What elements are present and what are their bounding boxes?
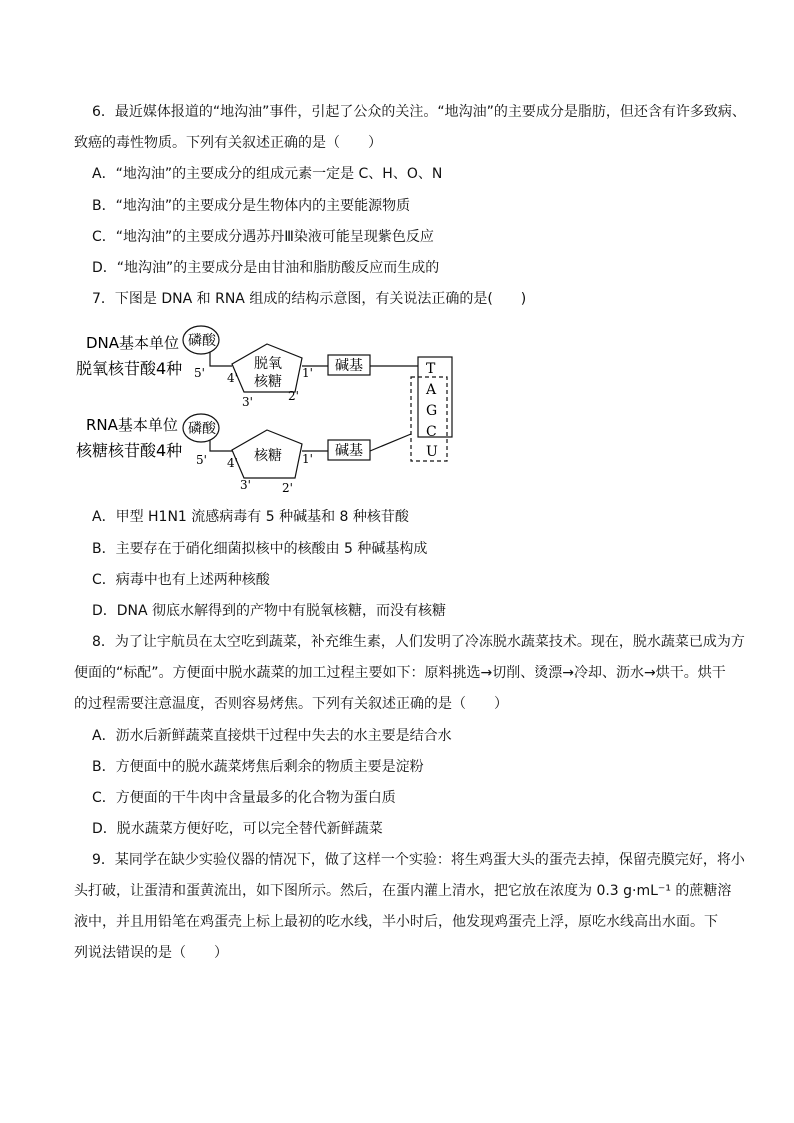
rna-label-2: 核糖核苷酸4种 [76, 441, 183, 460]
q6-stem-line-1: 6．最近媒体报道的“地沟油”事件，引起了公众的关注。“地沟油”的主要成分是脂肪，但还含有许多致病、 [92, 104, 746, 120]
q9-stem-line-3: 液中，并且用铅笔在鸡蛋壳上标上最初的吃水线，半小时后，他发现鸡蛋壳上浮，原吃水线高出水面。下 [74, 914, 718, 930]
q8-stem-line-1: 8．为了让宇航员在太空吃到蔬菜，补充维生素，人们发明了冷冻脱水蔬菜技术。现在，脱水蔬菜已成为方 [92, 634, 745, 650]
dna-p5: 5' [194, 366, 205, 380]
q6-option-d: D．“地沟油”的主要成分是由甘油和脂肪酸反应而生成的 [92, 260, 440, 276]
dna-rna-structure-diagram [70, 322, 470, 497]
dna-sugar-label-2: 核糖 [254, 374, 282, 390]
base-letter-g: G [426, 403, 438, 419]
q8-option-a: A．沥水后新鲜蔬菜直接烘干过程中失去的水主要是结合水 [92, 728, 452, 744]
dna-p1: 1' [302, 366, 313, 380]
dna-phosphate-label: 磷酸 [188, 333, 216, 349]
q8-stem-line-3: 的过程需要注意温度，否则容易烤焦。下列有关叙述正确的是（ ） [74, 696, 508, 712]
rna-phosphate-label: 磷酸 [188, 421, 216, 437]
rna-p1: 1' [302, 452, 313, 466]
rna-p2: 2' [282, 481, 293, 495]
dna-label-2: 脱氧核苷酸4种 [76, 359, 183, 378]
rna-base-label: 碱基 [335, 443, 363, 459]
base-letter-c: C [426, 424, 437, 440]
q6-option-a: A．“地沟油”的主要成分的组成元素一定是 C、H、O、N [92, 166, 443, 182]
q6-option-b: B．“地沟油”的主要成分是生物体内的主要能源物质 [92, 198, 411, 214]
rna-sugar-label: 核糖 [254, 448, 282, 464]
q7-stem: 7．下图是 DNA 和 RNA 组成的结构示意图，有关说法正确的是( ) [92, 291, 527, 307]
dna-sugar-label-1: 脱氧 [254, 356, 282, 372]
q6-stem-line-2: 致癌的毒性物质。下列有关叙述正确的是（ ） [74, 135, 382, 151]
dna-base-label: 碱基 [335, 358, 363, 374]
dna-phosphate-link [210, 352, 232, 366]
q8-option-d: D．脱水蔬菜方便好吃，可以完全替代新鲜蔬菜 [92, 821, 383, 837]
dna-p4: 4' [227, 371, 238, 385]
q6-option-c: C．“地沟油”的主要成分遇苏丹Ⅲ染液可能呈现紫色反应 [92, 229, 434, 245]
q7-option-c: C．病毒中也有上述两种核酸 [92, 572, 270, 588]
q8-stem-line-2: 便面的“标配”。方便面中脱水蔬菜的加工过程主要如下：原料挑选→切削、烫漂→冷却、沥水→烘干。烘干 [74, 665, 726, 681]
rna-label-1: RNA基本单位 [86, 416, 178, 434]
rna-p4: 4' [227, 456, 238, 470]
rna-p3: 3' [240, 478, 251, 492]
base-letter-u: U [426, 444, 438, 460]
rna-phosphate-link [210, 440, 232, 451]
q9-stem-line-4: 列说法错误的是（ ） [74, 945, 228, 961]
rna-base-to-letters-link [370, 434, 411, 451]
rna-p5: 5' [196, 453, 207, 467]
q7-option-b: B．主要存在于硝化细菌拟核中的核酸由 5 种碱基构成 [92, 541, 428, 557]
q9-stem-line-1: 9．某同学在缺少实验仪器的情况下，做了这样一个实验：将生鸡蛋大头的蛋壳去掉，保留壳膜完好，将小 [92, 852, 745, 868]
q9-stem-line-2: 头打破，让蛋清和蛋黄流出，如下图所示。然后，在蛋内灌上清水，把它放在浓度为 0.3 g·mL⁻¹ 的蔗糖溶 [74, 883, 732, 899]
dna-label-1: DNA基本单位 [86, 334, 180, 352]
dna-p2: 2' [288, 389, 299, 403]
q7-option-d: D．DNA 彻底水解得到的产物中有脱氧核糖，而没有核糖 [92, 603, 447, 619]
base-letter-a: A [426, 382, 437, 398]
dna-p3: 3' [242, 395, 253, 409]
q8-option-b: B．方便面中的脱水蔬菜烤焦后剩余的物质主要是淀粉 [92, 759, 424, 775]
q8-option-c: C．方便面的干牛肉中含量最多的化合物为蛋白质 [92, 790, 396, 806]
q7-option-a: A．甲型 H1N1 流感病毒有 5 种碱基和 8 种核苷酸 [92, 509, 409, 525]
base-letter-t: T [426, 361, 436, 377]
